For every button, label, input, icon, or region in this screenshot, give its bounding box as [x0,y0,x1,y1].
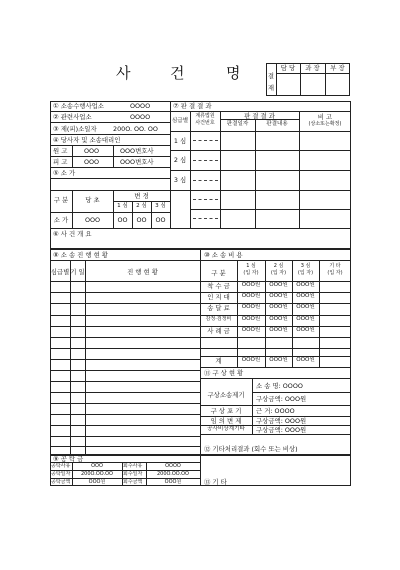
claim-sub-3: 3 심 [155,203,166,209]
return-amount-label: 회수금액 [123,479,143,485]
etc-header: ⑬ 기 타 [204,478,227,486]
plaintiff-label: 원 고 [53,147,68,155]
costs-cell: OOO원 [269,327,288,333]
costs-cell: OOO원 [296,293,315,299]
filing-date-value: 200O. OO. OO [113,125,158,133]
costs-col-3: 3 심 (입 자) [297,263,314,276]
overview-header: ⑥ 사 건 개 요 [53,230,92,238]
costs-col-kind: 구 분 [211,269,226,277]
case-agency-label: ① 소송수행사업소 [53,102,104,110]
costs-cell: OOO원 [296,357,315,363]
judgment-col-content: 판결내용 [266,121,288,127]
costs-cell: OOO원 [269,357,288,363]
costs-cell: OOO원 [269,316,288,322]
title-char-1: 사 [116,64,131,82]
costs-cell: OOO원 [241,316,261,322]
indemnity-row-2-line: 근 거: OOOO [256,407,295,415]
judgment-col-level: 심급별 [171,118,189,124]
claim-col-changed: 변 경 [134,192,149,200]
claim-value-3: OO [155,216,166,224]
approval-header-1: 담 당 [280,64,296,72]
costs-cell: OOO원 [241,357,261,363]
return-date-label: 회수일자 [123,471,143,477]
deposit-header: ⑨ 공 탁 금 [53,455,84,463]
costs-cell: OOO원 [269,304,288,310]
other-result-header: ⑫ 기타처리결과 (회수 또는 비상) [204,445,298,453]
costs-cell: OOO원 [241,293,261,299]
claim-row-label: 소 가 [53,216,69,224]
costs-row-label: 감정·검정비 [205,316,232,322]
deposit-reason-label: 공탁사유 [51,463,71,469]
dash-line [193,160,218,161]
claim-original-value: OOO [84,216,101,224]
judgment-level-2: 2 심 [173,156,187,164]
approval-header-2: 과 장 [305,64,320,72]
costs-row-label: 송 달 료 [207,304,230,312]
costs-cell: OOO원 [269,282,288,288]
costs-cell: OOO원 [241,327,261,333]
return-date-value: 200O.OO.OO [157,471,189,477]
claim-value-1: OO [117,216,128,224]
costs-cell: OOO원 [241,282,261,288]
costs-header: ⑩ 소 송 비 용 [204,251,243,259]
costs-row-label: 착 수 금 [207,282,230,290]
title-char-2: 건 [170,64,185,82]
costs-col-4: 기 타 (입 자) [327,263,343,276]
costs-row-label: 인 지 대 [207,293,230,301]
indemnity-row-2-label: 구 상 포 기 [210,407,242,415]
approval-label: 결 재 [267,72,275,93]
claim-sub-2: 2 심 [136,203,147,209]
judgment-col-result: 판 결 결 과 [244,112,275,120]
claim-col-kind: 구 분 [53,196,69,204]
progress-col-content: 진 행 현 황 [127,268,158,276]
defendant-label: 피 고 [53,158,68,166]
indemnity-header: ⑪ 구 상 현 황 [204,369,244,377]
return-reason-label: 회수사유 [123,463,143,469]
indemnity-row-4-label: 공사비상계기타 [207,426,245,432]
dash-line [193,199,218,200]
costs-cell: OOO원 [241,304,261,310]
deposit-date-label: 공탁일자 [51,471,71,477]
costs-cell: OOO원 [296,304,315,310]
indemnity-row-1-label: 구상소송제기 [207,391,245,399]
costs-row-label: 사 례 금 [207,327,230,335]
indemnity-row-1-line-1: 소 송 명: OOOO [256,382,303,390]
progress-header: ⑧ 소 송 진 행 현 황 [53,251,108,259]
claim-col-original: 당 초 [85,196,100,204]
defendant-name: OOO [84,158,100,166]
costs-cell: OOO원 [296,327,315,333]
judgment-level-3: 3 심 [173,176,187,184]
claim-sub-1: 1 심 [117,203,128,209]
dash-line [193,218,218,219]
costs-col-2: 2 심 (입 자) [270,263,287,276]
costs-cell: OOO원 [269,293,288,299]
judgment-col-note: 비 고 [317,113,333,121]
progress-col-level: 심급별 [50,268,70,276]
costs-col-1: 1 심 (입 자) [243,263,259,276]
filing-date-label: ③ 제(피)소일자 [53,125,97,133]
progress-col-date: 기 일 [70,268,85,276]
costs-cell: OOO원 [296,316,315,322]
title-char-3: 명 [226,64,241,82]
plaintiff-lawyer: OOO변호사 [120,147,154,155]
indemnity-row-1-line-2: 구상금액: OOO원 [256,395,307,403]
related-office-value: OOOO [130,113,151,121]
indemnity-row-3-label: 임 의 변 제 [210,417,242,425]
deposit-amount-value: OOO원 [88,479,106,485]
judgment-header: ⑦ 판 결 결 과 [173,102,212,110]
costs-cell: OOO원 [296,282,315,288]
deposit-date-value: 200O.OO.OO [81,471,113,477]
related-office-label: ② 관련사업소 [53,113,92,121]
return-reason-value: OOOO [165,463,181,469]
judgment-level-1: 1 심 [173,137,187,145]
dash-line [193,180,218,181]
judgment-col-note-sub: (상소또는확정) [308,121,342,127]
costs-row-label: 계 [215,357,222,365]
judgment-col-date: 판결일자 [226,121,249,127]
approval-header-3: 부 장 [330,64,345,72]
plaintiff-name: OOO [84,147,100,155]
indemnity-row-4-line: 구상금액: OOO원 [256,426,307,434]
case-agency-value: OOOO [130,102,151,110]
claim-value-header: ⑤ 소 가 [53,169,76,177]
defendant-lawyer: OOO변호사 [120,158,154,166]
judgment-col-court: 계류법원 사건번호 [195,113,215,126]
deposit-reason-value: OOO [91,463,103,469]
deposit-amount-label: 공탁금액 [51,479,71,485]
return-amount-value: OOO원 [164,479,182,485]
dash-line [193,140,218,141]
claim-value-2: OO [136,216,147,224]
parties-header: ④ 당사자 및 소송대리인 [53,136,121,144]
indemnity-row-3-line: 구상금액: OOO원 [256,417,307,425]
